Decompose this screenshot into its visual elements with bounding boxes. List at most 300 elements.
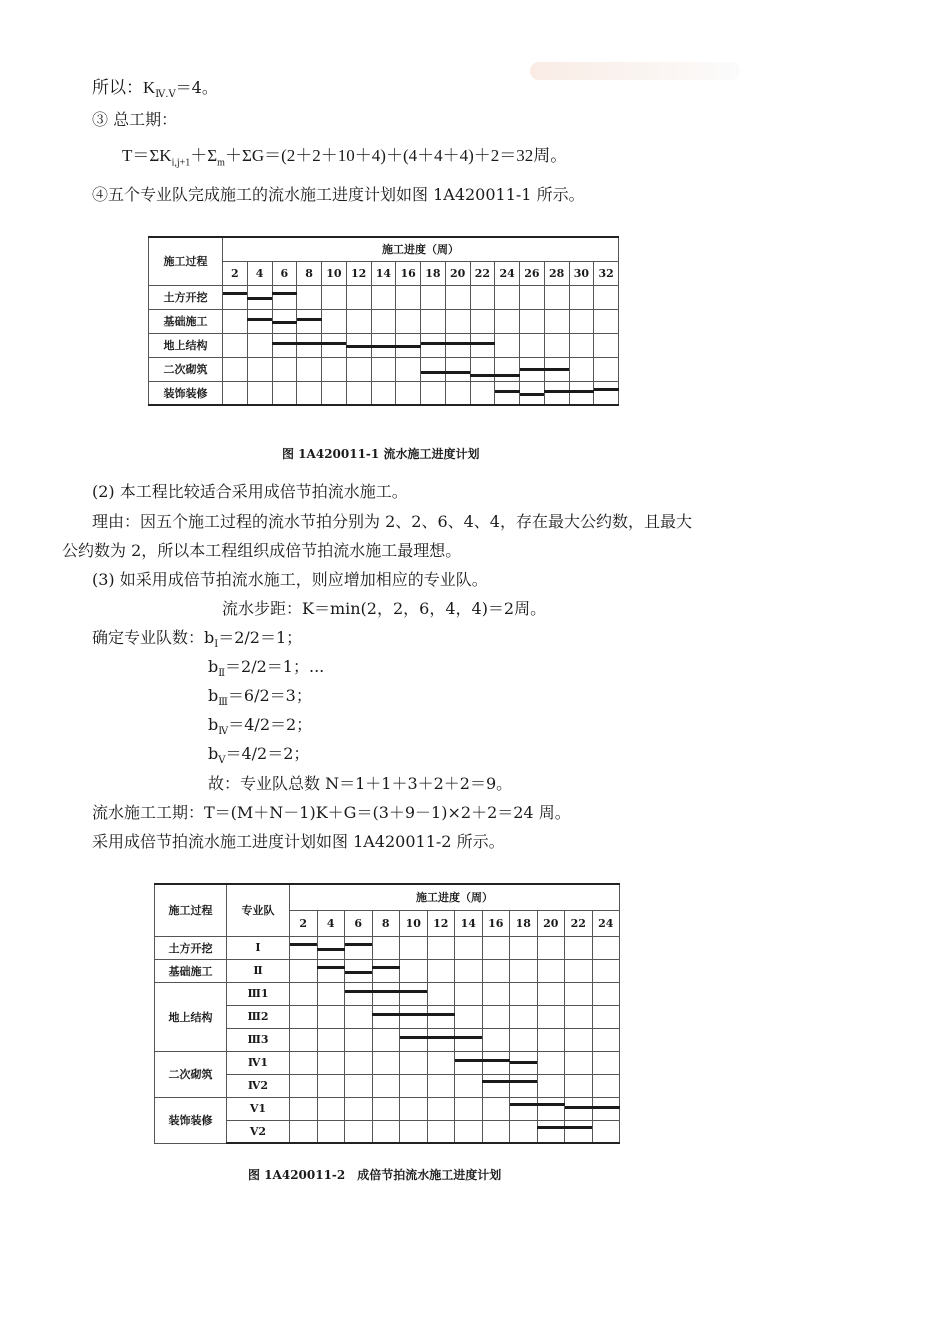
week-header: 22 (565, 910, 593, 936)
gantt-bar (495, 390, 520, 393)
week-header: 24 (495, 261, 520, 285)
schedule-cell (400, 936, 428, 959)
gantt-bar (346, 345, 420, 348)
gantt-bar (594, 388, 619, 391)
schedule-cell (290, 959, 318, 982)
text: 确定专业队数：b (92, 628, 215, 647)
process-header: 施工过程 (155, 884, 227, 936)
schedule-cell (594, 333, 619, 357)
gantt-bar (345, 971, 373, 974)
week-header: 18 (510, 910, 538, 936)
process-label: 二次砌筑 (149, 357, 223, 381)
schedule-cell (272, 381, 297, 405)
schedule-cell (317, 1028, 345, 1051)
week-header: 14 (455, 910, 483, 936)
schedule-cell (594, 309, 619, 333)
schedule-cell (400, 1005, 428, 1028)
schedule-cell (565, 1051, 593, 1074)
schedule-cell (482, 982, 510, 1005)
schedule-cell (569, 357, 594, 381)
schedule-cell (371, 357, 396, 381)
team-header: 专业队 (227, 884, 290, 936)
gantt-bar (317, 948, 345, 951)
schedule-cell (592, 1005, 620, 1028)
schedule-cell (297, 381, 322, 405)
figure-caption: 图 1A420011-2 成倍节拍流水施工进度计划 (248, 1168, 502, 1182)
process-label: 基础施工 (155, 959, 227, 982)
week-header: 10 (322, 261, 347, 285)
schedule-cell (510, 1097, 538, 1120)
schedule-cell (372, 1051, 400, 1074)
schedule-cell (445, 381, 470, 405)
schedule-cell (537, 1051, 565, 1074)
process-label: 地上结构 (155, 982, 227, 1051)
schedule-cell (427, 1097, 455, 1120)
gantt-bar (290, 943, 318, 946)
gantt-bar (455, 1059, 510, 1062)
schedule-cell (346, 381, 371, 405)
team-label: Ⅲ2 (227, 1005, 290, 1028)
text: ＝4。 (175, 78, 218, 97)
schedule-cell (544, 333, 569, 357)
schedule-cell (372, 936, 400, 959)
schedule-cell (470, 285, 495, 309)
schedule-cell (427, 936, 455, 959)
schedule-cell (345, 1097, 373, 1120)
gantt-bar (544, 390, 594, 393)
team-label: Ⅴ2 (227, 1120, 290, 1143)
week-header: 12 (427, 910, 455, 936)
process-label: 装饰装修 (155, 1097, 227, 1143)
schedule-cell (400, 1028, 428, 1051)
schedule-cell (223, 309, 248, 333)
schedule-cell (565, 959, 593, 982)
text: T＝ΣK (122, 146, 172, 165)
schedule-cell (371, 309, 396, 333)
week-header: 10 (400, 910, 428, 936)
schedule-cell (569, 309, 594, 333)
gantt-bar (510, 1061, 538, 1064)
team-label: Ⅰ (227, 936, 290, 959)
schedule-cell (569, 285, 594, 309)
schedule-cell (482, 1074, 510, 1097)
schedule-cell (537, 1028, 565, 1051)
text: ＝6/2＝3； (227, 686, 312, 705)
team-label: Ⅲ1 (227, 982, 290, 1005)
schedule-cell (455, 1074, 483, 1097)
schedule-cell (495, 381, 520, 405)
schedule-cell (592, 982, 620, 1005)
week-header: 8 (372, 910, 400, 936)
schedule-cell (322, 381, 347, 405)
schedule-cell (345, 1051, 373, 1074)
schedule-cell (455, 1005, 483, 1028)
week-header: 16 (396, 261, 421, 285)
schedule-cell (594, 285, 619, 309)
schedule-cell (396, 309, 421, 333)
gantt-bar (372, 1013, 455, 1016)
schedule-cell (592, 959, 620, 982)
schedule-cell (482, 1051, 510, 1074)
process-label: 装饰装修 (149, 381, 223, 405)
schedule-cell (317, 1097, 345, 1120)
schedule-cell (223, 381, 248, 405)
schedule-cell (400, 959, 428, 982)
week-header: 4 (317, 910, 345, 936)
schedule-cell (482, 1028, 510, 1051)
text: b (208, 657, 219, 676)
gantt-bar (247, 297, 272, 300)
schedule-cell (371, 285, 396, 309)
schedule-cell (247, 381, 272, 405)
subscript: Ⅰ (214, 639, 219, 651)
schedule-cell (290, 1028, 318, 1051)
schedule-cell (247, 309, 272, 333)
schedule-cell (592, 1074, 620, 1097)
schedule-cell (510, 1120, 538, 1143)
schedule-cell (400, 1051, 428, 1074)
gantt-bar (565, 1106, 620, 1109)
process-label: 基础施工 (149, 309, 223, 333)
text-line: 公约数为 2，所以本工程组织成倍节拍流水施工最理想。 (62, 541, 462, 560)
schedule-cell (470, 381, 495, 405)
schedule-cell (565, 1005, 593, 1028)
schedule-cell (421, 357, 446, 381)
schedule-cell (537, 982, 565, 1005)
process-label: 土方开挖 (149, 285, 223, 309)
schedule-cell (372, 1120, 400, 1143)
schedule-cell (317, 1074, 345, 1097)
text-line: ④五个专业队完成施工的流水施工进度计划如图 1A420011-1 所示。 (92, 185, 585, 204)
watermark (530, 62, 740, 80)
team-label: Ⅳ1 (227, 1051, 290, 1074)
text-line: (3) 如采用成倍节拍流水施工，则应增加相应的专业队。 (92, 570, 488, 589)
text: b (208, 715, 219, 734)
schedule-cell (510, 1028, 538, 1051)
text: 所以：K (92, 78, 156, 97)
text-line: ③ 总工期： (92, 110, 178, 129)
text-line: 流水步距：K＝min(2，2，6，4，4)＝2周。 (222, 599, 547, 618)
schedule-cell (372, 1005, 400, 1028)
gantt-bar (272, 342, 346, 345)
schedule-cell (520, 333, 545, 357)
process-header: 施工过程 (149, 237, 223, 285)
week-header: 6 (345, 910, 373, 936)
schedule-cell (317, 1005, 345, 1028)
schedule-cell (565, 1120, 593, 1143)
schedule-cell (421, 285, 446, 309)
schedule-cell (537, 959, 565, 982)
schedule-cell (290, 1120, 318, 1143)
gantt-bar (421, 371, 471, 374)
subscript: Ⅲ (218, 697, 228, 709)
schedule-cell (345, 1120, 373, 1143)
gantt-bar (482, 1080, 537, 1083)
schedule-cell (322, 333, 347, 357)
schedule-cell (372, 1028, 400, 1051)
schedule-cell (396, 381, 421, 405)
schedule-cell (482, 1097, 510, 1120)
schedule-cell (427, 1120, 455, 1143)
schedule-cell (247, 333, 272, 357)
week-header: 18 (421, 261, 446, 285)
subscript: m (217, 157, 225, 169)
team-label: Ⅱ (227, 959, 290, 982)
schedule-cell (290, 936, 318, 959)
gantt-bar (537, 1126, 592, 1129)
gantt-bar (272, 292, 297, 295)
gantt-bar (400, 1036, 483, 1039)
schedule-cell (482, 959, 510, 982)
gantt-bar (223, 292, 248, 295)
progress-header: 施工进度（周） (290, 884, 620, 910)
schedule-cell (346, 285, 371, 309)
schedule-cell (495, 357, 520, 381)
schedule-cell (427, 1028, 455, 1051)
schedule-cell (223, 333, 248, 357)
schedule-cell (470, 357, 495, 381)
process-label: 土方开挖 (155, 936, 227, 959)
schedule-cell (537, 936, 565, 959)
text: ＋Σ (190, 146, 218, 165)
schedule-cell (544, 285, 569, 309)
week-header: 24 (592, 910, 620, 936)
schedule-cell (345, 1074, 373, 1097)
text: ＝4/2＝2； (225, 744, 310, 763)
text-line (208, 744, 309, 771)
schedule-cell (470, 333, 495, 357)
text-line: 理由：因五个施工过程的流水节拍分别为 2、2、6、4、4，存在最大公约数，且最大 (92, 512, 692, 531)
text: ＝2/2＝1；... (225, 657, 325, 676)
schedule-cell (565, 1028, 593, 1051)
schedule-cell (470, 309, 495, 333)
schedule-cell (372, 982, 400, 1005)
schedule-cell (322, 357, 347, 381)
schedule-cell (482, 936, 510, 959)
schedule-cell (400, 1097, 428, 1120)
schedule-cell (445, 309, 470, 333)
schedule-cell (482, 1120, 510, 1143)
schedule-cell (290, 982, 318, 1005)
schedule-cell (427, 1074, 455, 1097)
schedule-cell (537, 1120, 565, 1143)
text: ＋ΣG＝(2＋2＋10＋4)＋(4＋4＋4)＋2＝32周。 (224, 146, 568, 165)
schedule-cell (510, 1005, 538, 1028)
schedule-cell (290, 1097, 318, 1120)
schedule-cell (482, 1005, 510, 1028)
schedule-cell (565, 1074, 593, 1097)
week-header: 20 (445, 261, 470, 285)
schedule-cell (592, 1028, 620, 1051)
schedule-cell (510, 959, 538, 982)
schedule-cell (297, 309, 322, 333)
schedule-cell (421, 381, 446, 405)
schedule-cell (455, 1051, 483, 1074)
week-header: 2 (223, 261, 248, 285)
gantt-bar (297, 318, 322, 321)
gantt-bar (421, 342, 495, 345)
schedule-cell (345, 982, 373, 1005)
schedule-cell (537, 1005, 565, 1028)
schedule-cell (400, 982, 428, 1005)
schedule-cell (297, 333, 322, 357)
schedule-cell (297, 357, 322, 381)
schedule-cell (297, 285, 322, 309)
week-header: 26 (520, 261, 545, 285)
schedule-cell (427, 1051, 455, 1074)
subscript: i,j+1 (171, 157, 191, 169)
schedule-cell (592, 936, 620, 959)
schedule-cell (290, 1005, 318, 1028)
schedule-cell (544, 381, 569, 405)
schedule-cell (594, 357, 619, 381)
gantt-bar (520, 368, 570, 371)
text-line: 采用成倍节拍流水施工进度计划如图 1A420011-2 所示。 (92, 832, 505, 851)
formula (122, 146, 567, 173)
subscript: Ⅴ (218, 755, 226, 767)
gantt-bar (510, 1103, 565, 1106)
schedule-cell (247, 357, 272, 381)
gantt-bar (345, 943, 373, 946)
week-header: 8 (297, 261, 322, 285)
schedule-cell (427, 982, 455, 1005)
schedule-cell (427, 1005, 455, 1028)
text-line (92, 78, 218, 105)
schedule-cell (421, 309, 446, 333)
schedule-cell (592, 1097, 620, 1120)
schedule-cell (317, 1120, 345, 1143)
team-label: Ⅳ2 (227, 1074, 290, 1097)
schedule-cell (322, 309, 347, 333)
process-label: 二次砌筑 (155, 1051, 227, 1097)
week-header: 14 (371, 261, 396, 285)
text-line (208, 686, 312, 713)
week-header: 32 (594, 261, 619, 285)
schedule-cell (565, 982, 593, 1005)
schedule-cell (223, 285, 248, 309)
text-line (208, 657, 324, 684)
subscript: Ⅳ.Ⅴ (155, 89, 176, 101)
schedule-cell (565, 936, 593, 959)
gantt-bar (247, 318, 272, 321)
text: b (208, 686, 219, 705)
schedule-cell (396, 357, 421, 381)
schedule-cell (372, 1074, 400, 1097)
schedule-cell (520, 285, 545, 309)
gantt-bar (272, 321, 297, 324)
team-label: Ⅴ1 (227, 1097, 290, 1120)
week-header: 4 (247, 261, 272, 285)
text: ＝2/2＝1； (218, 628, 303, 647)
text-line (92, 628, 302, 655)
schedule-cell (520, 309, 545, 333)
progress-header: 施工进度（周） (223, 237, 619, 261)
schedule-cell (510, 982, 538, 1005)
schedule-cell (317, 982, 345, 1005)
schedule-cell (592, 1120, 620, 1143)
schedule-cell (445, 357, 470, 381)
schedule-cell (445, 285, 470, 309)
schedule-cell (537, 1097, 565, 1120)
text-line: (2) 本工程比较适合采用成倍节拍流水施工。 (92, 482, 408, 501)
schedule-cell (372, 959, 400, 982)
gantt-bar (317, 966, 345, 969)
schedule-cell (322, 285, 347, 309)
week-header: 30 (569, 261, 594, 285)
schedule-cell (455, 982, 483, 1005)
gantt-table-1 (148, 236, 619, 406)
week-header: 6 (272, 261, 297, 285)
schedule-cell (290, 1074, 318, 1097)
schedule-cell (592, 1051, 620, 1074)
schedule-cell (317, 1051, 345, 1074)
schedule-cell (346, 357, 371, 381)
schedule-cell (421, 333, 446, 357)
schedule-cell (396, 285, 421, 309)
schedule-cell (537, 1074, 565, 1097)
schedule-cell (565, 1097, 593, 1120)
week-header: 12 (346, 261, 371, 285)
text-line: 故：专业队总数 N＝1＋1＋3＋2＋2＝9。 (208, 774, 513, 793)
schedule-cell (455, 1028, 483, 1051)
schedule-cell (371, 381, 396, 405)
schedule-cell (400, 1120, 428, 1143)
schedule-cell (455, 1097, 483, 1120)
schedule-cell (223, 357, 248, 381)
team-label: Ⅲ3 (227, 1028, 290, 1051)
subscript: Ⅳ (218, 726, 229, 738)
text: ＝4/2＝2； (228, 715, 313, 734)
week-header: 28 (544, 261, 569, 285)
gantt-bar (345, 990, 428, 993)
schedule-cell (495, 333, 520, 357)
schedule-cell (272, 357, 297, 381)
schedule-cell (445, 333, 470, 357)
schedule-cell (427, 959, 455, 982)
week-header: 2 (290, 910, 318, 936)
week-header: 22 (470, 261, 495, 285)
schedule-cell (569, 333, 594, 357)
subscript: Ⅱ (218, 668, 226, 680)
schedule-cell (372, 1097, 400, 1120)
schedule-cell (544, 309, 569, 333)
schedule-cell (455, 1120, 483, 1143)
schedule-cell (345, 1028, 373, 1051)
week-header: 16 (482, 910, 510, 936)
schedule-cell (400, 1074, 428, 1097)
schedule-cell (272, 285, 297, 309)
schedule-cell (346, 309, 371, 333)
schedule-cell (272, 333, 297, 357)
figure-caption: 图 1A420011-1 流水施工进度计划 (282, 447, 480, 461)
schedule-cell (495, 285, 520, 309)
schedule-cell (510, 936, 538, 959)
schedule-cell (455, 959, 483, 982)
schedule-cell (345, 936, 373, 959)
gantt-bar (372, 966, 400, 969)
schedule-cell (510, 1074, 538, 1097)
schedule-cell (317, 959, 345, 982)
gantt-bar (470, 374, 520, 377)
schedule-cell (455, 936, 483, 959)
schedule-cell (569, 381, 594, 405)
text: b (208, 744, 219, 763)
schedule-cell (345, 1005, 373, 1028)
text-line (208, 715, 312, 742)
schedule-cell (290, 1051, 318, 1074)
schedule-cell (495, 309, 520, 333)
schedule-cell (594, 381, 619, 405)
